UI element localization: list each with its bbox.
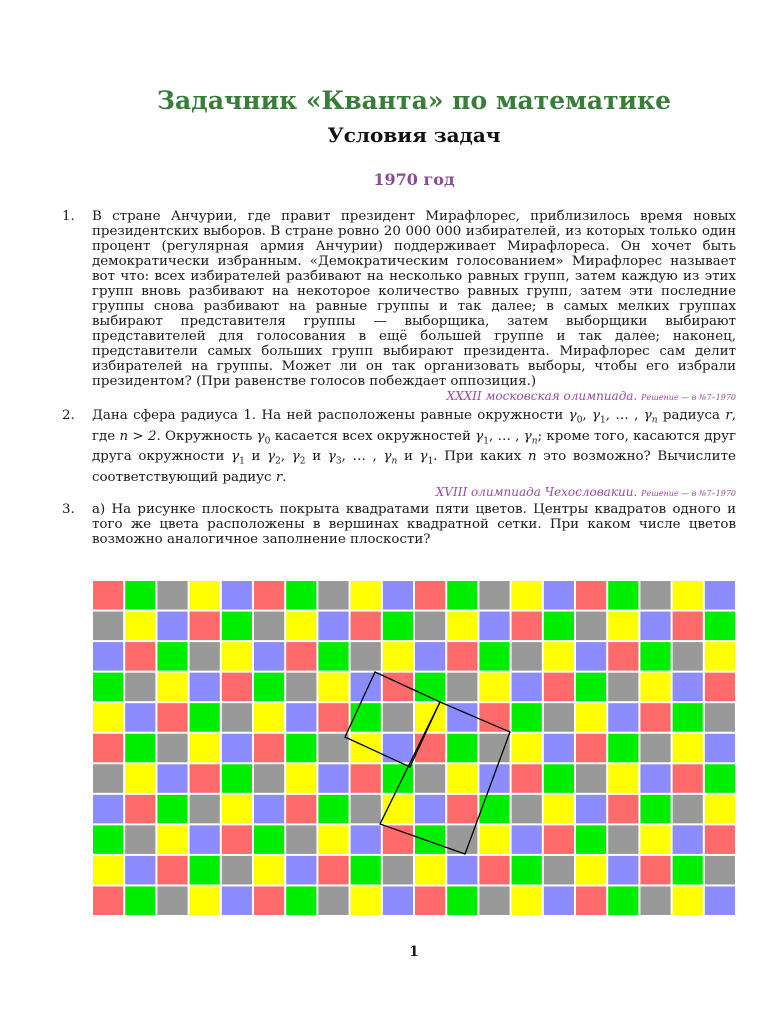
tile-square — [383, 886, 413, 915]
year-heading: 1970 год — [373, 170, 455, 189]
tile-square — [318, 825, 348, 854]
tile-square — [254, 764, 284, 793]
tile-square — [544, 703, 574, 732]
tile-square — [125, 856, 155, 885]
tile-square — [222, 612, 252, 641]
tile-square — [576, 886, 606, 915]
tile-square — [608, 856, 638, 885]
tile-square — [415, 612, 445, 641]
tile-square — [351, 886, 381, 915]
tile-square — [640, 795, 670, 824]
tile-square — [351, 856, 381, 885]
tile-square — [157, 764, 187, 793]
problem-1 — [62, 209, 736, 405]
tile-square — [351, 703, 381, 732]
tile-square — [705, 673, 735, 702]
tile-square — [705, 856, 735, 885]
tile-square — [576, 764, 606, 793]
tile-square — [318, 764, 348, 793]
tile-square — [190, 886, 220, 915]
tile-square — [512, 673, 542, 702]
tile-square — [383, 612, 413, 641]
tile-square — [351, 764, 381, 793]
tile-square — [640, 886, 670, 915]
tile-square — [608, 734, 638, 763]
tile-square — [254, 703, 284, 732]
tile-square — [608, 581, 638, 610]
tile-square — [544, 795, 574, 824]
colored-squares-figure — [92, 580, 736, 916]
var-r-2: r — [275, 470, 283, 486]
tile-square — [608, 764, 638, 793]
tile-square — [254, 642, 284, 671]
tile-square — [447, 795, 477, 824]
problem-2-olympiad: XVIII олимпиада Чехословакии. — [435, 485, 638, 500]
tile-square — [157, 673, 187, 702]
tile-square — [157, 825, 187, 854]
problem-book-title: Задачник «Кванта» по математике — [156, 86, 672, 115]
tile-square — [383, 856, 413, 885]
tile-square — [479, 673, 509, 702]
tile-square — [190, 795, 220, 824]
tile-square — [254, 612, 284, 641]
tile-square — [673, 825, 703, 854]
tile-square — [254, 734, 284, 763]
tile-square — [512, 612, 542, 641]
problem-3-text: а) На рисунке плоскость покрыта квадратами пяти цветов. Центры квадратов одного и того же цвета расположены в вершинах квадратной сетки. При каком числе цветов возможно аналогичное заполнение плоскости? — [92, 502, 736, 547]
tile-square — [222, 795, 252, 824]
tile-square — [318, 734, 348, 763]
tile-square — [125, 825, 155, 854]
tile-square — [318, 795, 348, 824]
tile-square — [673, 703, 703, 732]
tile-square — [673, 734, 703, 763]
tile-square — [544, 856, 574, 885]
tile-square — [286, 886, 316, 915]
tile-square — [576, 581, 606, 610]
tile-square — [286, 581, 316, 610]
problem-2-text-e: касается всех окружностей — [274, 428, 471, 444]
tile-square — [544, 642, 574, 671]
tile-square — [93, 703, 123, 732]
tile-square — [673, 642, 703, 671]
tile-square — [640, 581, 670, 610]
problem-1-source — [92, 389, 736, 405]
var-r: r — [725, 408, 732, 423]
tile-square — [512, 856, 542, 885]
problem-1-text: В стране Анчурии, где правит президент Мирафлорес, приблизилось время новых президентских выборов. В стране ровно 20 000 000 избирателей, из которых только один процент (регулярная армия Анчурии) поддерживает Мирафлореса. Он хочет быть демократически избранным. «Демократическим голосованием» Мирафлорес называет вот что: всех избирателей разбивают на несколько равных групп, затем каждую из этих групп вновь разбивают на некоторое количество равных групп, затем эти последние группы снова разбивают на равные группы и так далее; в самых мелких группах выбирают представителя группы — выборщика, затем выборщики выбирают представителей для голосования в ещё большей группе и так далее; наконец, представители самых больших групп выбирают президента. Мирафлорес сам делит избирателей на группы. Может ли он так организовать выборы, чтобы его избрали президентом? (При равенстве голосов побеждает оппозиция.) — [92, 209, 736, 389]
tile-square — [447, 734, 477, 763]
problem-3-number: 3. — [62, 502, 75, 517]
tile-square — [576, 703, 606, 732]
tile-square — [673, 612, 703, 641]
tile-square — [512, 795, 542, 824]
tile-square — [351, 581, 381, 610]
tile-square — [93, 734, 123, 763]
tile-square — [479, 886, 509, 915]
tile-square — [479, 764, 509, 793]
tile-square — [640, 825, 670, 854]
problem-2-text-c: , где — [92, 408, 736, 444]
problem-2-text: Дана сфера радиуса 1. На ней расположены равные окружности $\gamma_0$, $\gamma_1$, … , $\gamma_n$ радиуса r, где n > 2. Окружность $\gamma_0$ касается всех окружностей $\gamma_1$, … , $\gamma_n$; кроме того, касаются друг друга окружности $\gamma_1$ и $\gamma_2$, $\gamma_2$ и $\gamma_3$, … , $\gamma_n$ и $\gamma_1$. При каких n это возможно? Вычислите соответствующий радиус r. — [92, 408, 736, 486]
tile-square — [125, 734, 155, 763]
tile-square — [479, 734, 509, 763]
problem-2-text-i: . При каких — [433, 449, 522, 465]
tile-square — [415, 642, 445, 671]
tile-square — [157, 886, 187, 915]
tile-square — [318, 856, 348, 885]
tile-square — [673, 886, 703, 915]
tile-square — [190, 856, 220, 885]
problem-2 — [62, 408, 736, 501]
problem-2-number: 2. — [62, 408, 75, 423]
tile-square — [673, 764, 703, 793]
tile-square — [673, 856, 703, 885]
tile-square — [125, 612, 155, 641]
tile-square — [640, 673, 670, 702]
tile-square — [640, 764, 670, 793]
tile-square — [351, 642, 381, 671]
tile-square — [222, 642, 252, 671]
tile-square — [447, 673, 477, 702]
tile-square — [415, 886, 445, 915]
tile-square — [479, 795, 509, 824]
tile-square — [93, 886, 123, 915]
tile-square — [447, 886, 477, 915]
tile-square — [608, 886, 638, 915]
tile-square — [447, 612, 477, 641]
tile-square — [190, 642, 220, 671]
tile-square — [415, 795, 445, 824]
tile-square — [512, 886, 542, 915]
tile-square — [512, 734, 542, 763]
tile-square — [157, 734, 187, 763]
tile-square — [479, 856, 509, 885]
tile-square — [157, 642, 187, 671]
tile-square — [576, 642, 606, 671]
tile-square — [254, 886, 284, 915]
tile-square — [640, 642, 670, 671]
tile-square — [544, 581, 574, 610]
tile-square — [286, 734, 316, 763]
tile-square — [157, 581, 187, 610]
tile-square — [415, 734, 445, 763]
tile-square — [576, 612, 606, 641]
colored-squares-svg — [92, 580, 736, 916]
tile-square — [93, 795, 123, 824]
tile-square — [157, 703, 187, 732]
tile-square — [190, 825, 220, 854]
tile-square — [93, 612, 123, 641]
tile-square — [544, 825, 574, 854]
tile-square — [705, 703, 735, 732]
tile-square — [544, 734, 574, 763]
tile-square — [705, 886, 735, 915]
tile-square — [286, 673, 316, 702]
tile-square — [125, 673, 155, 702]
tile-square — [190, 673, 220, 702]
tile-square — [93, 856, 123, 885]
tile-square — [286, 856, 316, 885]
tile-square — [415, 856, 445, 885]
tile-square — [415, 581, 445, 610]
tile-square — [93, 764, 123, 793]
tile-square — [318, 886, 348, 915]
tile-square — [383, 642, 413, 671]
tile-square — [222, 764, 252, 793]
tile-square — [93, 581, 123, 610]
tile-square — [254, 581, 284, 610]
tile-square — [286, 642, 316, 671]
tile-square — [222, 703, 252, 732]
problem-2-source — [92, 485, 736, 501]
tile-square — [415, 703, 445, 732]
tile-square — [93, 673, 123, 702]
tile-square — [254, 673, 284, 702]
tile-square — [383, 581, 413, 610]
problem-2-text-a: Дана сфера радиуса 1. На ней расположены равные окружности — [92, 408, 564, 423]
tile-square — [157, 612, 187, 641]
tile-square — [512, 703, 542, 732]
tile-square — [415, 764, 445, 793]
tile-square — [190, 734, 220, 763]
tile-square — [318, 673, 348, 702]
tile-square — [190, 764, 220, 793]
tile-square — [222, 673, 252, 702]
problem-1-olympiad: XXXII московская олимпиада. — [446, 389, 638, 403]
tile-square — [640, 612, 670, 641]
tile-square — [125, 764, 155, 793]
tile-square — [479, 612, 509, 641]
tile-square — [608, 673, 638, 702]
tile-square — [157, 856, 187, 885]
tile-square — [351, 825, 381, 854]
tile-square — [254, 856, 284, 885]
tile-square — [318, 703, 348, 732]
problem-1-solution-ref: Решение — в №7–1970 — [641, 393, 736, 402]
tile-square — [222, 856, 252, 885]
tile-square — [479, 642, 509, 671]
tile-square — [705, 734, 735, 763]
tile-square — [93, 642, 123, 671]
tile-square — [125, 642, 155, 671]
tile-square — [222, 734, 252, 763]
tile-square — [286, 825, 316, 854]
tile-square — [351, 612, 381, 641]
tile-square — [125, 703, 155, 732]
tile-square — [576, 734, 606, 763]
tile-square — [447, 642, 477, 671]
tile-square — [705, 581, 735, 610]
tile-square — [673, 795, 703, 824]
tile-square — [222, 825, 252, 854]
tile-square — [512, 764, 542, 793]
tile-square — [705, 764, 735, 793]
problem-1-number: 1. — [62, 209, 75, 224]
tile-square — [673, 581, 703, 610]
tile-square — [576, 673, 606, 702]
problem-3 — [62, 502, 736, 547]
tile-square — [190, 581, 220, 610]
tile-square — [93, 825, 123, 854]
tile-square — [608, 703, 638, 732]
tile-square — [286, 612, 316, 641]
tile-square — [318, 581, 348, 610]
tile-square — [705, 825, 735, 854]
tile-square — [415, 825, 445, 854]
tile-square — [608, 825, 638, 854]
tile-square — [544, 673, 574, 702]
tile-square — [351, 795, 381, 824]
tile-square — [125, 581, 155, 610]
tile-square — [544, 764, 574, 793]
problem-2-text-j: это возможно? Вычислите соответствующий радиус — [92, 449, 736, 486]
tile-square — [254, 795, 284, 824]
tile-square — [222, 886, 252, 915]
problem-2-text-f: кроме того, касаются друг друга окружности — [92, 428, 736, 465]
tile-square — [705, 795, 735, 824]
tile-square — [576, 825, 606, 854]
tile-square — [383, 703, 413, 732]
problem-2-text-g: и — [251, 449, 261, 465]
problem-2-text-d: . Окружность — [156, 428, 253, 444]
page-number: 1 — [409, 944, 419, 960]
tile-square — [608, 642, 638, 671]
tile-square — [254, 825, 284, 854]
condition: n > 2 — [119, 428, 157, 444]
tile-square — [318, 612, 348, 641]
tile-square — [512, 581, 542, 610]
tile-square — [479, 703, 509, 732]
tile-square — [640, 856, 670, 885]
var-n: n — [527, 449, 537, 465]
tile-square — [447, 581, 477, 610]
problem-2-text-h: и — [312, 449, 322, 465]
tile-square — [318, 642, 348, 671]
tile-square — [705, 642, 735, 671]
tile-square — [608, 795, 638, 824]
tile-square — [190, 703, 220, 732]
tile-square — [190, 612, 220, 641]
tile-square — [705, 612, 735, 641]
tile-square — [544, 886, 574, 915]
tile-square — [351, 734, 381, 763]
tile-square — [479, 581, 509, 610]
tile-square — [640, 703, 670, 732]
tile-square — [447, 856, 477, 885]
problem-2-text-b: радиуса — [662, 408, 720, 423]
tile-square — [383, 734, 413, 763]
tile-square — [286, 764, 316, 793]
tile-square — [286, 703, 316, 732]
section-subtitle: Условия задач — [327, 123, 501, 147]
problem-2-solution-ref: Решение — в №7–1970 — [641, 489, 736, 499]
tile-square — [640, 734, 670, 763]
tile-square — [286, 795, 316, 824]
tile-square — [447, 764, 477, 793]
tile-square — [512, 825, 542, 854]
tile-square — [479, 825, 509, 854]
tile-square — [544, 612, 574, 641]
tile-square — [608, 612, 638, 641]
tile-square — [157, 795, 187, 824]
tile-square — [576, 795, 606, 824]
tile-square — [512, 642, 542, 671]
tile-square — [125, 886, 155, 915]
tile-square — [222, 581, 252, 610]
tile-square — [673, 673, 703, 702]
tile-square — [576, 856, 606, 885]
tile-square — [351, 673, 381, 702]
tile-square — [125, 795, 155, 824]
